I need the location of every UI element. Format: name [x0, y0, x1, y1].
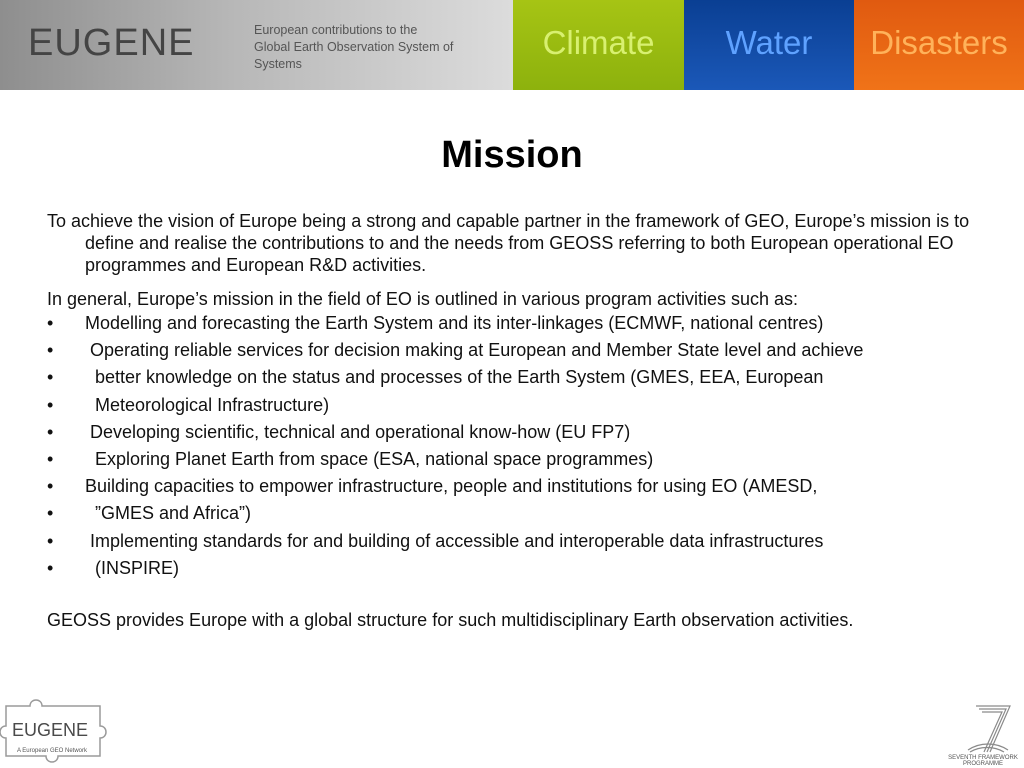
bullet-icon: •: [47, 394, 54, 415]
list-item-text: Modelling and forecasting the Earth System and its inter-linkages (ECMWF, national centres): [85, 313, 824, 333]
list-item-text: Building capacities to empower infrastructure, people and institutions for using EO (AMESD,: [85, 476, 818, 497]
bullet-list: [47, 310, 1007, 582]
list-item-text: Meteorological Infrastructure): [85, 394, 330, 415]
banner-block-disasters: [854, 0, 1024, 90]
list-item: [47, 528, 1007, 555]
list-item: [47, 555, 1007, 582]
list-item-text: Exploring Planet Earth from space (ESA, national space programmes): [85, 448, 654, 469]
bullet-icon: •: [47, 421, 54, 442]
list-item-text: Developing scientific, technical and operational know-how (EU FP7): [85, 421, 631, 442]
footer-logo-text: EUGENE: [11, 720, 89, 740]
intro-paragraph: To achieve the vision of Europe being a strong and capable partner in the framework of GEO, Europe’s mission is to define and realise the contributions to and the needs from GEOSS referring to both European operational EO programmes and European R&D activities.: [47, 211, 970, 275]
lead-paragraph: In general, Europe’s mission in the field of EO is outlined in various program activities such as:: [47, 289, 799, 309]
bullet-icon: •: [47, 557, 54, 578]
list-item: [47, 446, 1007, 473]
list-item-text: (INSPIRE): [85, 557, 180, 578]
fp7-caption: PROGRAMME: [962, 761, 1004, 766]
bullet-icon: •: [47, 340, 54, 361]
closing-paragraph: GEOSS provides Europe with a global structure for such multidisciplinary Earth observation activities.: [47, 609, 854, 630]
banner-block-label: Disasters: [870, 24, 1008, 61]
list-item: [47, 310, 1007, 337]
bullet-icon: •: [47, 313, 54, 333]
list-item-text: ”GMES and Africa”): [85, 503, 252, 524]
list-item: [47, 419, 1007, 446]
banner-block-water: [684, 0, 854, 90]
header-banner: [0, 0, 1024, 90]
banner-tagline: European contributions to the Global Earth Observation System of Systems: [254, 23, 454, 71]
list-item: [47, 337, 1007, 364]
banner-block-climate: [513, 0, 684, 90]
list-item: [47, 392, 1007, 419]
list-item: [47, 364, 1007, 391]
list-item: [47, 500, 1007, 527]
bullet-icon: •: [47, 476, 54, 497]
slide-body: [47, 210, 1007, 631]
eugene-puzzle-logo: [0, 692, 112, 766]
list-item-text: Operating reliable services for decision making at European and Member State level and achieve: [85, 340, 864, 361]
list-item-text: Implementing standards for and building of accessible and interoperable data infrastructures: [85, 530, 824, 551]
banner-logo: EUGENE: [28, 22, 195, 64]
seven-icon: [968, 706, 1010, 752]
banner-block-label: Water: [725, 24, 813, 61]
bullet-icon: •: [47, 367, 54, 388]
list-item-text: better knowledge on the status and processes of the Earth System (GMES, EEA, European: [85, 367, 824, 388]
fp7-caption: SEVENTH FRAMEWORK: [948, 755, 1018, 761]
bullet-icon: •: [47, 448, 54, 469]
slide-title: Mission: [441, 134, 583, 176]
banner-logo-area: [0, 0, 513, 90]
bullet-icon: •: [47, 503, 54, 524]
list-item: [47, 473, 1007, 500]
bullet-icon: •: [47, 530, 54, 551]
fp7-logo: [946, 702, 1020, 766]
footer-logo-subtext: A European GEO Network: [16, 748, 88, 754]
banner-block-label: Climate: [542, 24, 655, 61]
